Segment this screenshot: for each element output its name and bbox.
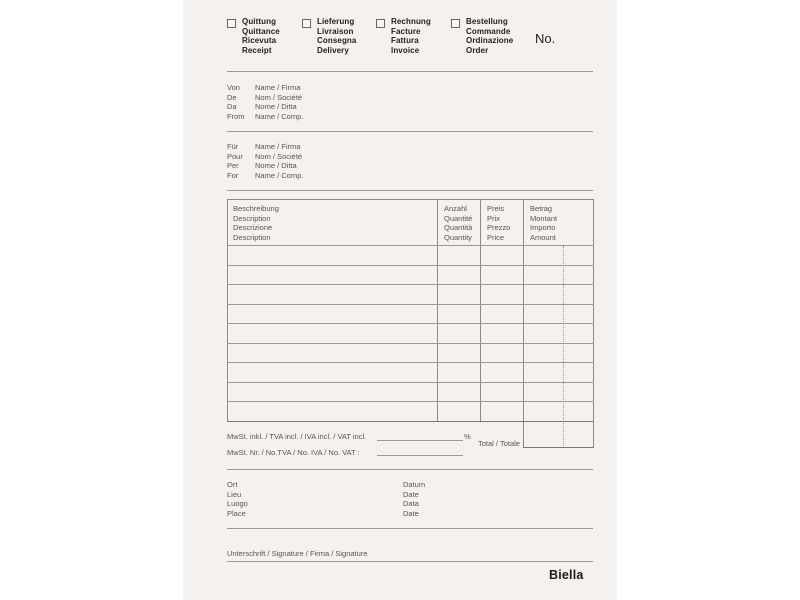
doc-type-label: Commande: [466, 26, 511, 36]
header-amount: Betrag Montant Importo Amount: [530, 204, 558, 243]
from-section[interactable]: [227, 83, 303, 122]
doc-type-label: Consegna: [317, 36, 357, 46]
to-field-label: Nome / Ditta: [255, 161, 297, 171]
table-border-left: [227, 199, 228, 421]
to-lang-label: Per: [227, 161, 239, 171]
column-divider: [480, 199, 481, 421]
percent-sign: %: [464, 432, 471, 441]
from-field-label: Nome / Ditta: [255, 102, 297, 112]
checkbox-icon[interactable]: [227, 19, 236, 28]
divider: [227, 131, 593, 132]
table-row[interactable]: [227, 284, 594, 285]
doc-type-label: Rechnung: [391, 17, 431, 26]
divider: [227, 190, 593, 191]
from-field-label: Name / Firma: [255, 83, 301, 92]
checkbox-icon[interactable]: [451, 19, 460, 28]
doc-type-label: Ricevuta: [242, 36, 277, 46]
place-label[interactable]: Ort Lieu Luogo Place: [227, 480, 248, 519]
doc-type-label: Bestellung: [466, 17, 508, 26]
divider: [227, 71, 593, 72]
doc-type-label: Lieferung: [317, 17, 355, 26]
table-row[interactable]: [227, 323, 594, 324]
doc-type-label: Order: [466, 46, 489, 56]
doc-type-label: Receipt: [242, 46, 272, 56]
vat-no-field[interactable]: [377, 455, 463, 456]
from-lang-label: Von: [227, 83, 240, 92]
checkbox-icon[interactable]: [302, 19, 311, 28]
doc-type-label: Ordinazione: [466, 36, 514, 46]
doc-type-label: Delivery: [317, 46, 349, 56]
table-row[interactable]: [227, 265, 594, 266]
to-field-label: Name / Comp.: [255, 171, 304, 181]
brand-logo: Biella: [549, 568, 584, 582]
doc-type-label: Quittance: [242, 26, 280, 36]
from-field-label: Name / Comp.: [255, 112, 304, 122]
signature-line[interactable]: [227, 561, 593, 562]
from-lang-label: De: [227, 92, 237, 102]
total-label: Total / Totale: [478, 439, 520, 448]
table-row[interactable]: [227, 382, 594, 383]
table-row[interactable]: [227, 343, 594, 344]
to-field-label: Nom / Société: [255, 151, 303, 161]
total-box-bottom: [523, 447, 594, 448]
doc-type-label: Invoice: [391, 46, 420, 56]
doc-type-order[interactable]: [451, 17, 513, 56]
doc-type-delivery[interactable]: [302, 17, 356, 56]
doc-type-label: Facture: [391, 26, 421, 36]
vat-no-label: MwSt. Nr. / No.TVA / No. IVA / No. VAT :: [227, 448, 360, 457]
table-row[interactable]: [227, 304, 594, 305]
date-label[interactable]: Datum Date Data Date: [403, 480, 426, 519]
table-row[interactable]: [227, 245, 594, 246]
table-border-right: [593, 199, 594, 421]
to-field-label: Name / Firma: [255, 142, 301, 151]
doc-type-label: Quittung: [242, 17, 277, 26]
vat-incl-label: MwSt. inkl. / TVA incl. / IVA incl. / VAT incl.: [227, 432, 367, 441]
to-lang-label: Pour: [227, 151, 243, 161]
vat-incl-field[interactable]: [377, 440, 463, 441]
table-border-top: [227, 199, 594, 200]
from-lang-label: From: [227, 112, 245, 122]
divider: [227, 528, 593, 529]
from-field-label: Nom / Société: [255, 92, 303, 102]
doc-type-label: Livraison: [317, 26, 354, 36]
column-divider: [437, 199, 438, 421]
table-row[interactable]: [227, 401, 594, 402]
total-field[interactable]: [524, 422, 593, 447]
number-label: No.: [535, 31, 556, 46]
to-section[interactable]: [227, 142, 303, 181]
header-quantity: Anzahl Quantité Quantità Quantity: [444, 204, 473, 243]
to-lang-label: For: [227, 171, 239, 181]
divider: [227, 469, 593, 470]
header-price: Preis Prix Prezzo Price: [487, 204, 511, 243]
checkbox-icon[interactable]: [376, 19, 385, 28]
table-row[interactable]: [227, 362, 594, 363]
doc-type-invoice[interactable]: [376, 17, 431, 56]
doc-type-label: Fattura: [391, 36, 419, 46]
header-description: Beschreibung Description Descrizione Description: [233, 204, 279, 243]
amount-decimal-divider: [563, 246, 564, 448]
doc-type-receipt[interactable]: [227, 17, 280, 56]
signature-label: Unterschrift / Signature / Firma / Signature: [227, 549, 368, 558]
from-lang-label: Da: [227, 102, 237, 112]
total-box-right: [593, 421, 594, 448]
to-lang-label: Für: [227, 142, 239, 151]
